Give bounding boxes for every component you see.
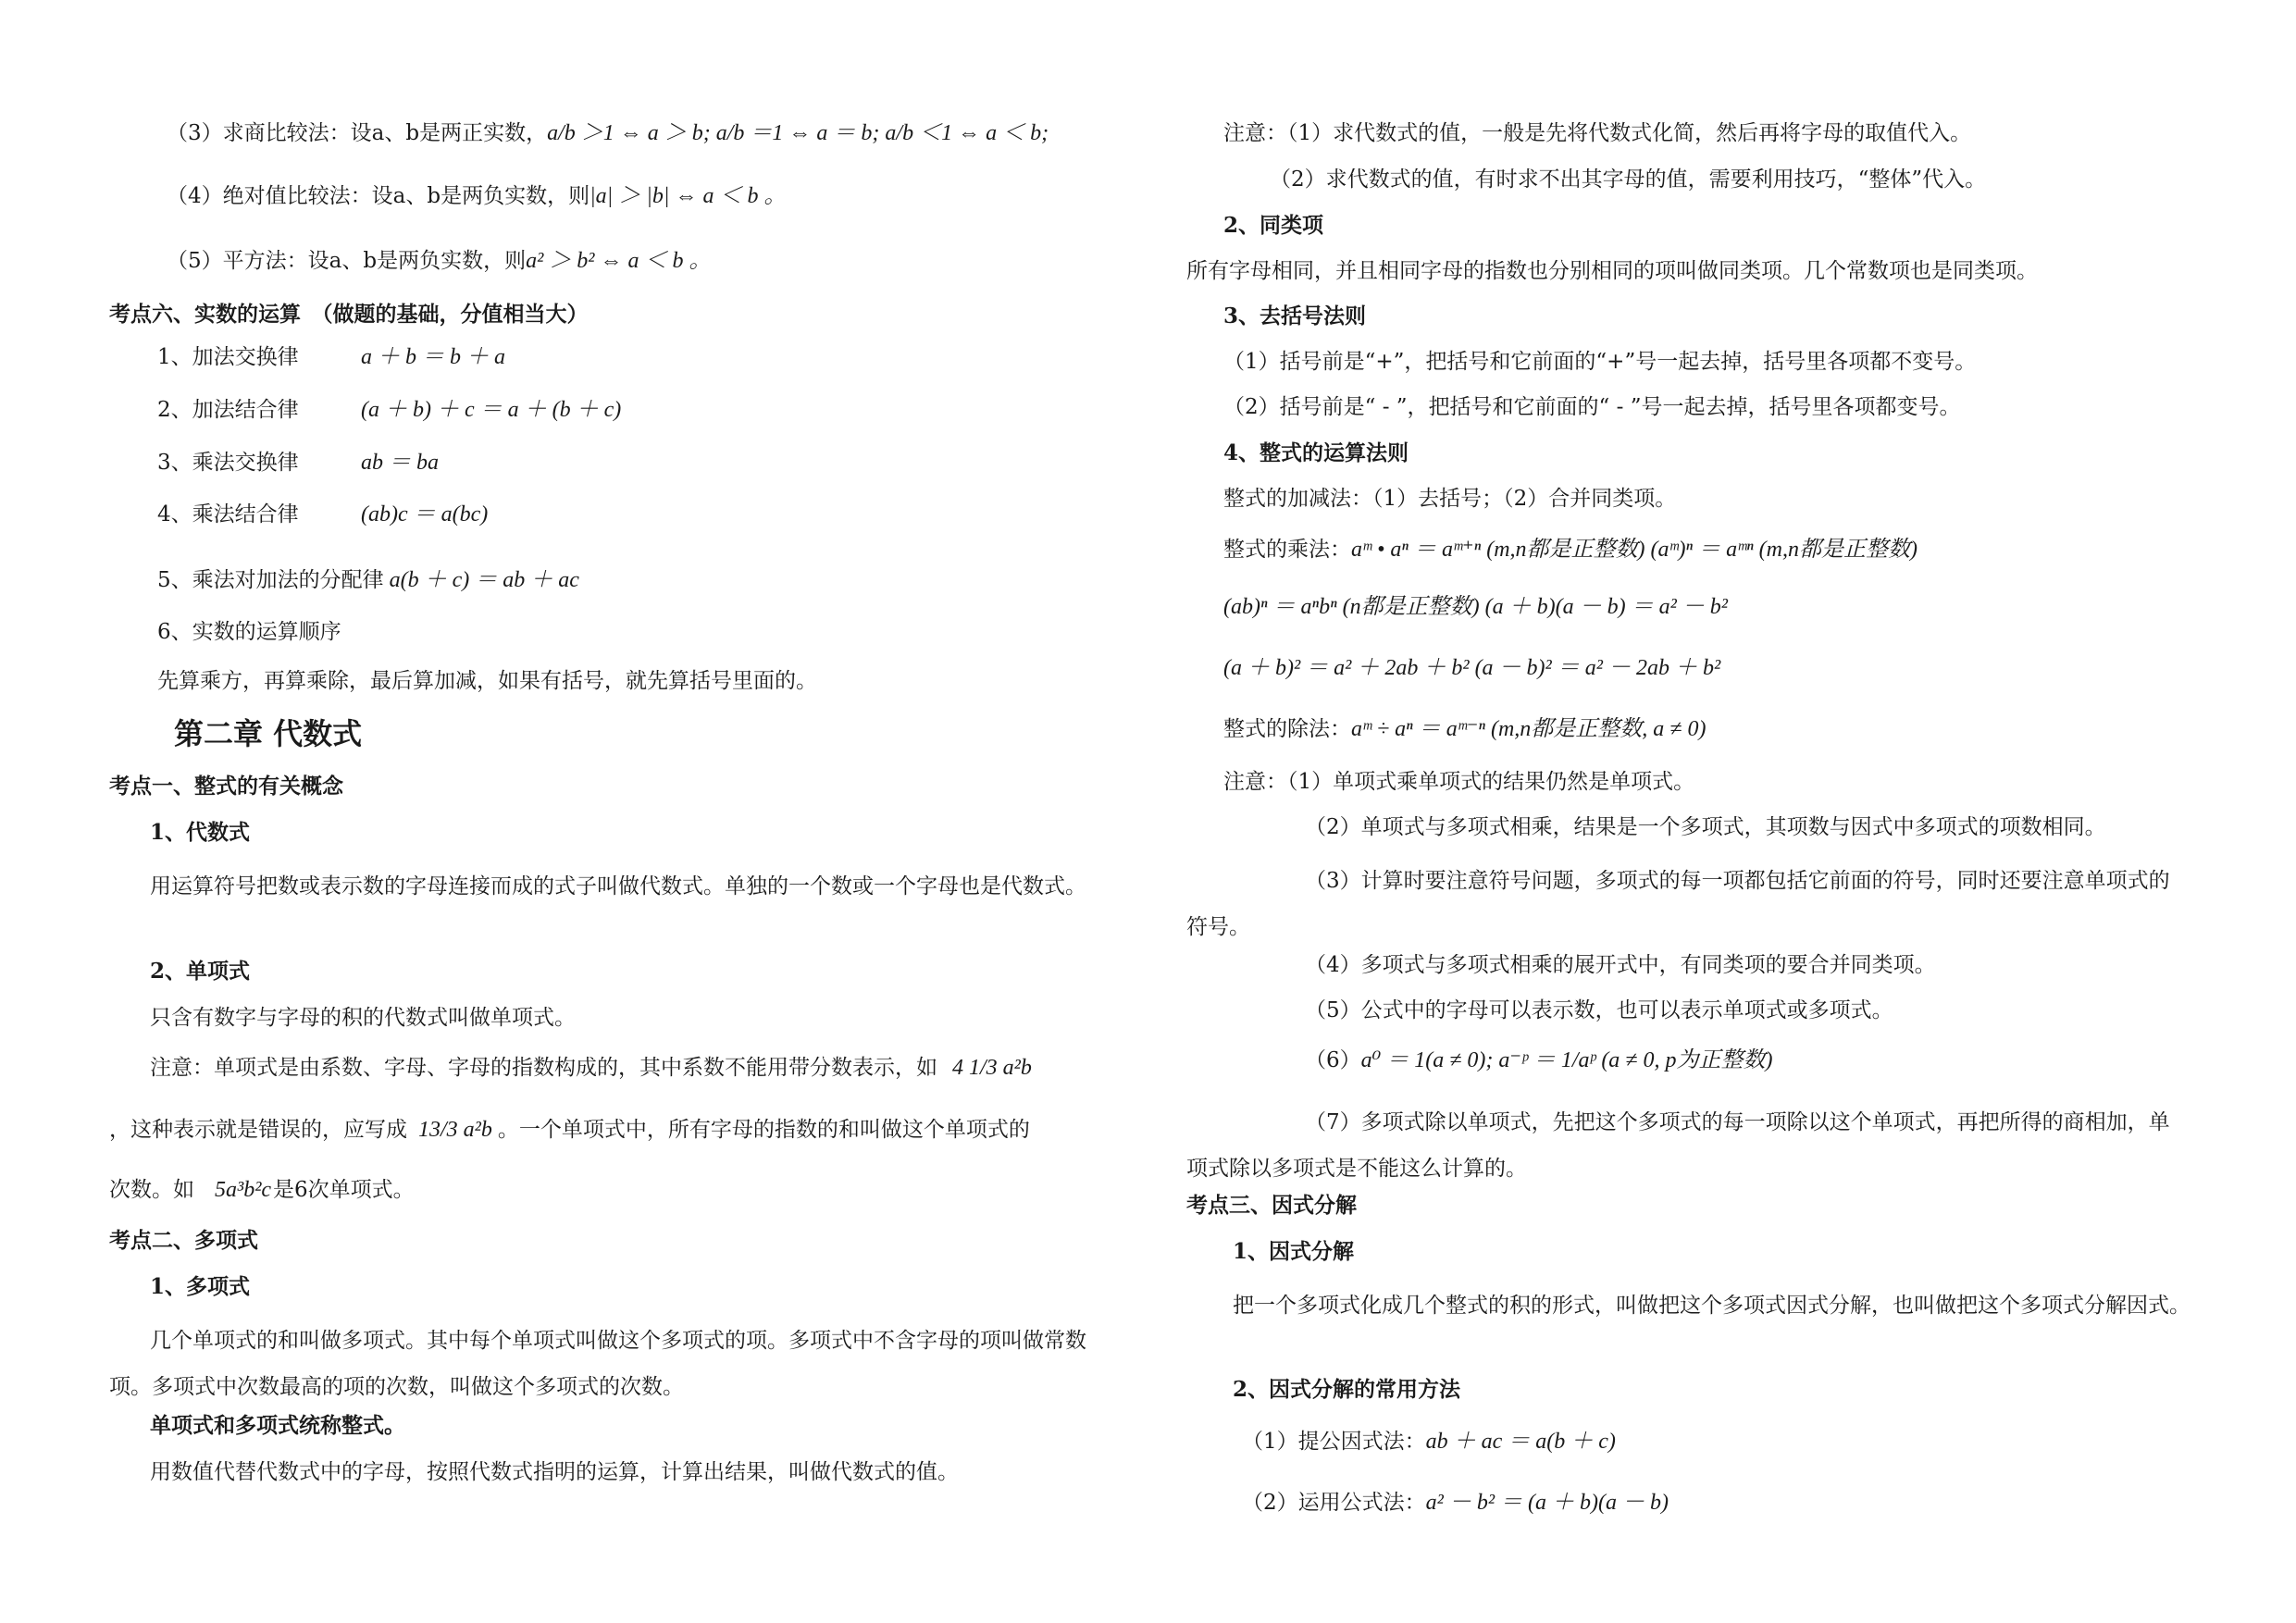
- section-heading-real-ops: 考点六、实数的运算 （做题的基础，分值相当大）: [109, 302, 589, 327]
- square-formula-line: [1223, 653, 1720, 683]
- section-heading-integral-concepts: 考点一、整式的有关概念: [109, 774, 343, 799]
- difference-of-squares-formula: a² － b² ＝ (a ＋ b)(a － b): [1425, 1491, 1669, 1515]
- common-factor-method-label: （1）提公因式法：: [1242, 1430, 1426, 1454]
- compare-square-text: （5）平方法：设a、b是两负实数，则: [167, 249, 527, 273]
- square-formula: (a ＋ b)² ＝ a² ＋ 2ab ＋ b² (a － b)² ＝ a² － 2ab ＋ b²: [1223, 656, 1721, 680]
- multiplication-rule-label: 整式的乘法：: [1223, 538, 1351, 562]
- degree-example-formula: 5a³b²c: [215, 1178, 272, 1202]
- paragraph-algebraic-expression: 用运算符号把数或表示数的字母连接而成的式子叫做代数式。单独的一个数或一个字母也是代数式。: [150, 874, 1086, 898]
- law-mul-associative: [157, 500, 488, 529]
- compare-quotient-text: （3）求商比较法：设a、b是两正实数，: [167, 121, 548, 145]
- operation-note-6-label: （6）: [1305, 1048, 1361, 1072]
- law-formula: ab ＝ ba: [361, 451, 439, 475]
- operation-order-heading: 6、实数的运算顺序: [157, 620, 341, 644]
- subheading-like-terms: 2、同类项: [1223, 213, 1324, 238]
- subheading-algebraic-expression: 1、代数式: [150, 820, 251, 845]
- law-formula: (a ＋ b) ＋ c ＝ a ＋ (b ＋ c): [361, 398, 622, 422]
- law-label: 5、乘法对加法的分配律: [157, 568, 384, 592]
- power-product-line: [1223, 592, 1728, 622]
- subheading-factorization-methods: 2、因式分解的常用方法: [1233, 1377, 1461, 1402]
- operation-note-7: （7）多项式除以单项式，先把这个多项式的每一项除以这个单项式，再把所得的商相加，单项式除以多项式是不能这么计算的。: [1186, 1110, 2170, 1181]
- note-value-1: 注意：（1）求代数式的值，一般是先将代数式化简，然后再将字母的取值代入。: [1223, 121, 1972, 145]
- compare-quotient-formula: a/b ＞1 ⇔ a ＞ b; a/b ＝1 ⇔ a ＝ b; a/b ＜1 ⇔ a ＜ b;: [547, 121, 1049, 145]
- law-mul-commutative: [157, 448, 439, 477]
- paragraph-factorization: 把一个多项式化成几个整式的积的形式，叫做把这个多项式因式分解，也叫做把这个多项式分解因式。: [1233, 1294, 2191, 1318]
- subheading-remove-parentheses: 3、去括号法则: [1223, 304, 1367, 328]
- law-add-associative: [157, 395, 621, 425]
- operation-note-5: （5）公式中的字母可以表示数，也可以表示单项式或多项式。: [1305, 998, 1893, 1022]
- add-subtract-rule: 整式的加减法：（1）去括号；（2）合并同类项。: [1223, 487, 1677, 511]
- operation-note-3: （3）计算时要注意符号问题，多项式的每一项都包括它前面的符号，同时还要注意单项式的符号。: [1186, 869, 2170, 939]
- power-product-formula: (ab)ⁿ ＝ aⁿbⁿ (n都是正整数) (a ＋ b)(a － b) ＝ a² － b²: [1223, 595, 1729, 619]
- compare-absolute-formula: |a| ＞ |b| ⇔ a ＜ b 。: [590, 184, 787, 208]
- improper-fraction-example: 13/3 a²b: [418, 1118, 492, 1142]
- parentheses-rule-plus: （1）括号前是“+”，把括号和它前面的“+”号一起去掉，括号里各项都不变号。: [1223, 350, 1977, 374]
- monomial-degree-line: [109, 1175, 415, 1205]
- monomial-note-text: 注意：单项式是由系数、字母、字母的指数构成的，其中系数不能用带分数表示，如: [150, 1056, 937, 1080]
- law-distributive: [157, 565, 579, 595]
- mixed-number-example: 4 1/3 a²b: [952, 1056, 1032, 1080]
- division-rule-formula: aᵐ ÷ aⁿ ＝ aᵐ⁻ⁿ (m,n都是正整数, a ≠ 0): [1351, 717, 1706, 741]
- common-factor-method-line: [1242, 1427, 1616, 1456]
- section-heading-factorization: 考点三、因式分解: [1186, 1193, 1357, 1218]
- operation-note-4: （4）多项式与多项式相乘的展开式中，有同类项的要合并同类项。: [1305, 953, 1936, 977]
- subheading-operation-rules: 4、整式的运算法则: [1223, 440, 1409, 465]
- multiplication-rule-formula: aᵐ • aⁿ ＝ aᵐ⁺ⁿ (m,n都是正整数) (aᵐ)ⁿ ＝ aᵐⁿ (m,n都是正整数): [1351, 538, 1917, 562]
- monomial-correction-text: ，这种表示就是错误的，应写成: [109, 1118, 407, 1142]
- compare-absolute-text: （4）绝对值比较法：设a、b是两负实数，则: [167, 184, 590, 208]
- right-column: [1186, 0, 2191, 1623]
- parentheses-rule-minus: （2）括号前是“ - ”，把括号和它前面的“ - ”号一起去掉，括号里各项都变号。: [1223, 395, 1961, 419]
- law-label: 1、加法交换律: [157, 345, 299, 369]
- left-column: [109, 0, 1109, 1623]
- subheading-factorization: 1、因式分解: [1233, 1239, 1355, 1264]
- formula-method-line: [1242, 1488, 1669, 1518]
- law-label: 3、乘法交换律: [157, 451, 299, 475]
- common-factor-formula: ab ＋ ac ＝ a(b ＋ c): [1425, 1430, 1616, 1454]
- law-label: 4、乘法结合律: [157, 502, 299, 527]
- monomial-correction-line: [109, 1115, 1030, 1145]
- zero-negative-exponent-formula: a⁰ ＝ 1(a ≠ 0); a⁻ᵖ ＝ 1/aᵖ (a ≠ 0, p为正整数): [1360, 1048, 1773, 1072]
- law-add-commutative: [157, 342, 505, 372]
- law-formula: (ab)c ＝ a(bc): [361, 502, 489, 527]
- monomial-degree-text: 。一个单项式中，所有字母的指数的和叫做这个单项式的: [497, 1118, 1030, 1142]
- law-label: 2、加法结合律: [157, 398, 299, 422]
- monomial-note-line: [150, 1053, 1032, 1083]
- multiplication-rule-line: [1223, 535, 1917, 564]
- compare-quotient-line: [167, 118, 1049, 148]
- division-rule-line: [1223, 714, 1706, 744]
- degree-example-suffix: 是6次单项式。: [273, 1178, 415, 1202]
- law-formula: a(b ＋ c) ＝ ab ＋ ac: [389, 568, 579, 592]
- division-rule-label: 整式的除法：: [1223, 717, 1351, 741]
- operation-note-6-line: [1305, 1046, 1772, 1075]
- operation-note-2: （2）单项式与多项式相乘，结果是一个多项式，其项数与因式中多项式的项数相同。: [1305, 815, 2106, 839]
- chapter-title: 第二章 代数式: [174, 716, 363, 751]
- operation-note-1: 注意：（1）单项式乘单项式的结果仍然是单项式。: [1223, 770, 1695, 794]
- paragraph-like-terms: 所有字母相同，并且相同字母的指数也分别相同的项叫做同类项。几个常数项也是同类项。: [1186, 259, 2038, 283]
- compare-absolute-line: [167, 181, 786, 211]
- expression-value-definition: 用数值代替代数式中的字母，按照代数式指明的运算，计算出结果，叫做代数式的值。: [150, 1460, 959, 1484]
- operation-order-text: 先算乘方，再算乘除，最后算加减，如果有括号，就先算括号里面的。: [157, 669, 817, 693]
- paragraph-monomial: 只含有数字与字母的积的代数式叫做单项式。: [150, 1006, 576, 1030]
- subheading-monomial: 2、单项式: [150, 959, 251, 984]
- compare-square-formula: a² ＞ b² ⇔ a ＜ b 。: [526, 249, 712, 273]
- degree-example-prefix: 次数。如: [109, 1178, 194, 1202]
- compare-square-line: [167, 246, 711, 276]
- subheading-polynomial: 1、多项式: [150, 1274, 251, 1299]
- note-value-2: （2）求代数式的值，有时求不出其字母的值，需要利用技巧，“整体”代入。: [1270, 167, 1987, 192]
- law-formula: a ＋ b ＝ b ＋ a: [361, 345, 505, 369]
- section-heading-polynomial: 考点二、多项式: [109, 1228, 258, 1253]
- integral-expression-definition: 单项式和多项式统称整式。: [150, 1413, 405, 1438]
- formula-method-label: （2）运用公式法：: [1242, 1491, 1426, 1515]
- paragraph-polynomial: 几个单项式的和叫做多项式。其中每个单项式叫做这个多项式的项。多项式中不含字母的项叫做常数项。多项式中次数最高的项的次数，叫做这个多项式的次数。: [109, 1329, 1086, 1399]
